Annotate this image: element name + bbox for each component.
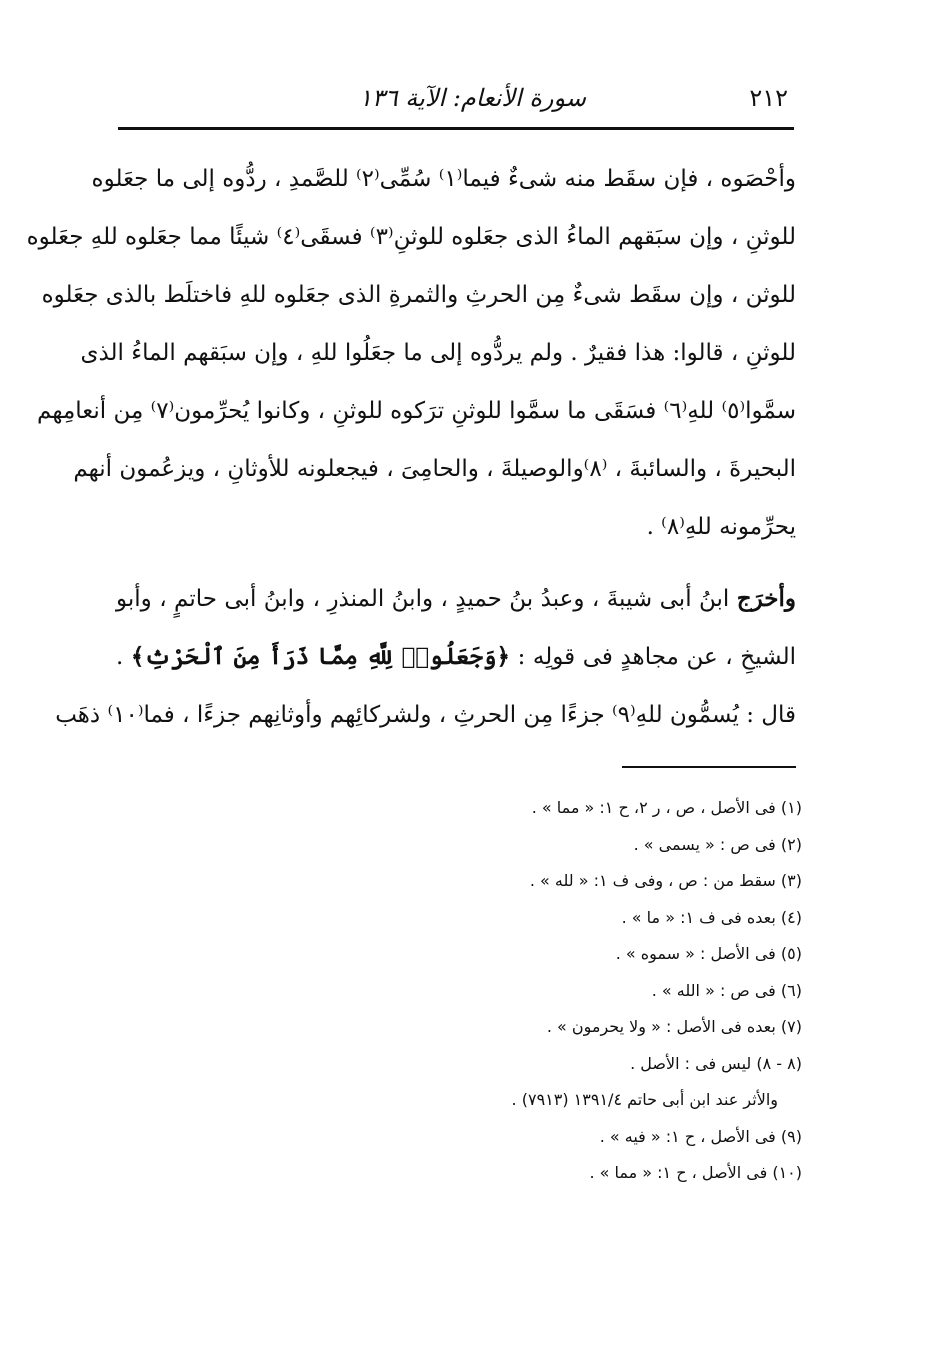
text-line: وأحْصَوه ، فإن سقَط منه شىءٌ فيما⁽١⁾ سُمِّى⁽٢⁾ للصَّمدِ ، ردُّوه إلى ما جعَلوه bbox=[91, 166, 796, 192]
text-line: للوثنِ ، قالوا: هذا فقيرٌ . ولم يردُّوه إلى ما جعَلُوا للهِ ، وإن سبَقهم الماءُ الذى bbox=[80, 340, 796, 366]
text-line: للوثن ، وإن سقَط شىءٌ مِن الحرثِ والثمرةِ الذى جعَلوه للهِ فاختلَط بالذى جعَلوه bbox=[41, 282, 796, 308]
paragraph-lead-word: وأخرَج bbox=[736, 585, 796, 612]
text-line: قال : يُسمُّون للهِ⁽٩⁾ جزءًا مِن الحرثِ ، ولشركائِهم وأوثانِهم جزءًا ، فما⁽١٠⁾ ذهَب bbox=[55, 702, 796, 728]
paragraph-1 bbox=[26, 150, 796, 556]
text-span: ابنُ أبى شيبةَ ، وعبدُ بنُ حميدٍ ، وابنُ المنذرِ ، وابنُ أبى حاتمٍ ، وأبو bbox=[116, 586, 737, 612]
footnotes bbox=[300, 790, 802, 1192]
text-line: البحيرةَ ، والسائبةَ ، ⁽٨⁾والوصيلةَ ، والحامِىَ ، فيجعلونه للأوثانِ ، ويزعُمون أنهم bbox=[73, 456, 796, 482]
text-line: للوثنِ ، وإن سبَقهم الماءُ الذى جعَلوه للوثنِ⁽٣⁾ فسقَى⁽٤⁾ شيئًا مما جعَلوه للهِ جعَلوه bbox=[26, 224, 796, 250]
paragraph-2 bbox=[55, 570, 797, 744]
footnote: (٩) فى الأصل ، ح ١: « فيه » . bbox=[599, 1126, 802, 1146]
text-line bbox=[116, 628, 796, 686]
running-title: سورة الأنعام: الآية ١٣٦ bbox=[358, 84, 586, 112]
header-rule bbox=[118, 127, 794, 130]
text-line bbox=[116, 570, 796, 628]
quran-quote: ﴿وَجَعَلُوا۟ لِلَّهِ مِمَّا ذَرَأَ مِنَ ٱلْحَرْثِ﴾ bbox=[130, 643, 510, 670]
footnote: (٧) بعده فى الأصل : « ولا يحرمون » . bbox=[546, 1017, 802, 1036]
page-number: ٢١٢ bbox=[749, 84, 788, 112]
text-span: . bbox=[116, 644, 131, 670]
footnote: (٨ - ٨) ليس فى : الأصل . bbox=[630, 1053, 802, 1073]
footnote: (١) فى الأصل ، ص ، ر ٢، ح ١: « مما » . bbox=[531, 798, 802, 817]
footnote: (٤) بعده فى ف ١: « ما » . bbox=[621, 907, 802, 927]
main-text bbox=[26, 150, 797, 744]
text-line: يحرِّمونه للهِ⁽٨⁾ . bbox=[646, 514, 796, 540]
footnote: (٦) فى ص : « الله » . bbox=[651, 980, 802, 1000]
footnote: (١٠) فى الأصل ، ح ١: « مما » . bbox=[589, 1163, 802, 1182]
footnote-continuation: والأثر عند ابن أبى حاتم ١٣٩١/٤ (٧٩١٣) . bbox=[511, 1090, 778, 1109]
page-header bbox=[118, 80, 794, 120]
paragraph-gap bbox=[116, 556, 796, 570]
footnote: (٥) فى الأصل : « سموه » . bbox=[615, 944, 802, 963]
footnote: (٢) فى ص : « يسمى » . bbox=[633, 834, 802, 854]
footnote-rule bbox=[622, 766, 796, 768]
footnote: (٣) سقط من : ص ، وفى ف ١: « لله » . bbox=[529, 871, 802, 890]
text-span: الشيخِ ، عن مجاهدٍ فى قولِه : bbox=[509, 644, 797, 670]
text-line: سمَّوا⁽٥⁾ للهِ⁽٦⁾ فسَقَى ما سمَّوا للوثنِ ترَكوه للوثنِ ، وكانوا يُحرِّمون⁽٧⁾ مِن أنعامِهم bbox=[37, 398, 796, 424]
